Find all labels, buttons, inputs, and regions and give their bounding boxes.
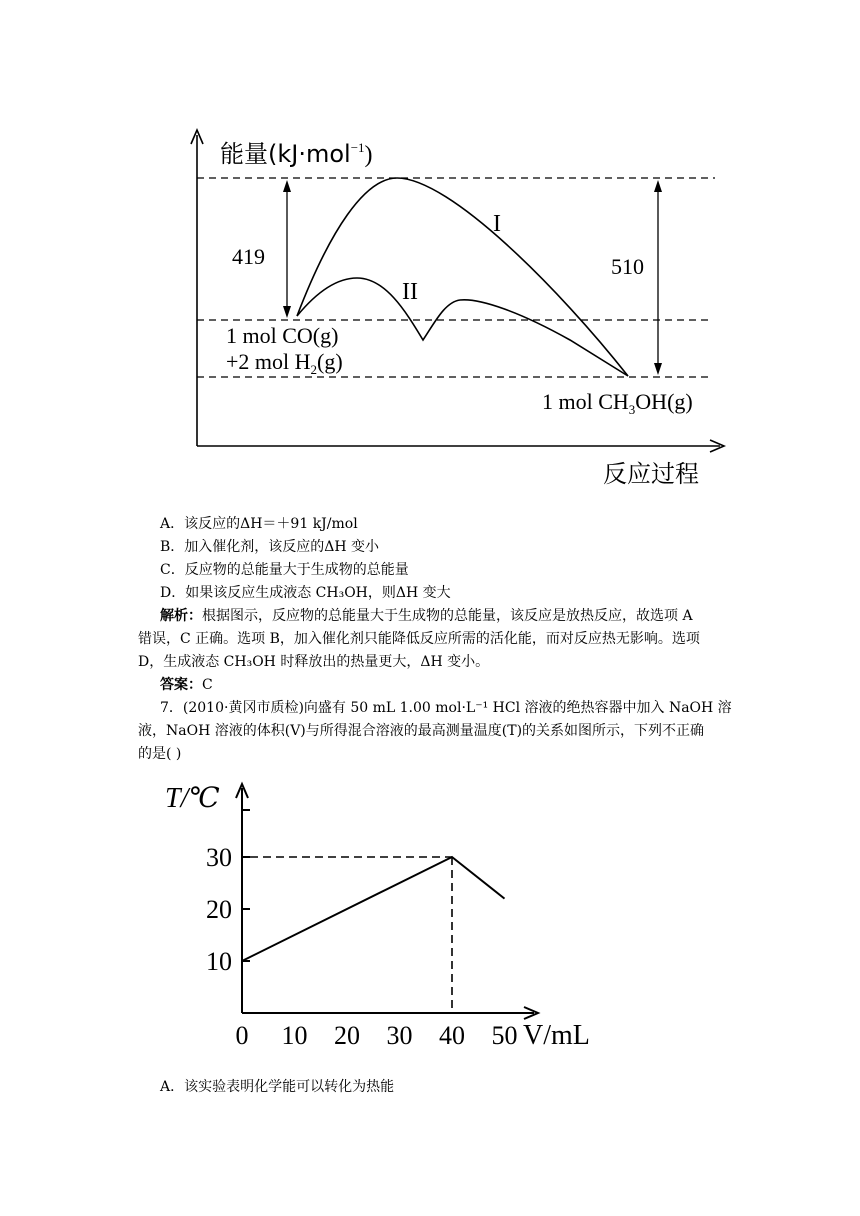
answer-label: 答案： <box>160 677 202 693</box>
option-a: A．该反应的ΔH＝＋91 kJ/mol <box>160 516 358 532</box>
answer-line <box>160 674 213 694</box>
x-tick-label: 50 <box>491 1021 518 1050</box>
option-c: C．反应物的总能量大于生成物的总能量 <box>160 562 409 578</box>
analysis-text-1: 根据图示，反应物的总能量大于生成物的总能量，该反应是放热反应，故选项 A <box>202 608 693 624</box>
analysis-line-3: D，生成液态 CH₃OH 时释放出的热量更大，ΔH 变小。 <box>138 654 490 670</box>
curve-II-label: II <box>402 279 418 305</box>
y-axis-label: 能量(kJ·mol$^{-1}$) <box>220 140 373 168</box>
analysis-line-1 <box>160 605 693 625</box>
x-tick-label: 0 <box>235 1021 249 1050</box>
x-tick-label: 20 <box>334 1021 360 1050</box>
y-tick-label: 20 <box>206 895 232 924</box>
y-tick-label: 10 <box>206 947 232 976</box>
gap-label-left: 419 <box>232 244 265 269</box>
analysis-line-2: 错误，C 正确。选项 B，加入催化剂只能降低反应所需的活化能，而对反应热无影响。选项 <box>138 631 700 647</box>
q7-line-2: 液，NaOH 溶液的体积(V)与所得混合溶液的最高测量温度(T)的关系如图所示，下列不正确 <box>138 723 705 739</box>
reactant-label-2: +2 mol $H_2(g)$ <box>226 349 343 377</box>
y-tick-label: 30 <box>206 843 232 872</box>
option-b: B．加入催化剂，该反应的ΔH 变小 <box>160 539 380 555</box>
q7-line-1: 7．(2010·黄冈市质检)向盛有 50 mL 1.00 mol·L⁻¹ HCl 溶液的绝热容器中加入 NaOH 溶 <box>160 700 732 716</box>
product-label: 1 mol $CH_3OH(g)$ <box>542 389 693 417</box>
answer-value: C <box>202 677 213 693</box>
x-axis-label: 反应过程 <box>603 460 699 488</box>
option-d: D．如果该反应生成液态 CH₃OH，则ΔH 变大 <box>160 585 451 601</box>
gap-label-right: 510 <box>611 254 644 279</box>
x-tick-label: 40 <box>439 1021 465 1050</box>
x-tick-label: 30 <box>386 1021 413 1050</box>
q7-option-a: A．该实验表明化学能可以转化为热能 <box>160 1079 395 1095</box>
curve-II <box>297 278 628 376</box>
curve-I-label: I <box>493 211 501 237</box>
q7-line-3: 的是( ) <box>138 746 182 762</box>
analysis-label: 解析： <box>160 608 202 624</box>
x-tick-label: 10 <box>281 1021 308 1050</box>
temperature-chart <box>0 770 860 1055</box>
energy-diagram <box>0 110 860 500</box>
chart-y-label: T/℃ <box>165 783 220 814</box>
data-line <box>242 857 505 961</box>
chart-x-label: V/mL <box>523 1020 590 1051</box>
curve-I <box>297 178 628 376</box>
reactant-label-1: 1 mol CO(g) <box>226 323 339 348</box>
